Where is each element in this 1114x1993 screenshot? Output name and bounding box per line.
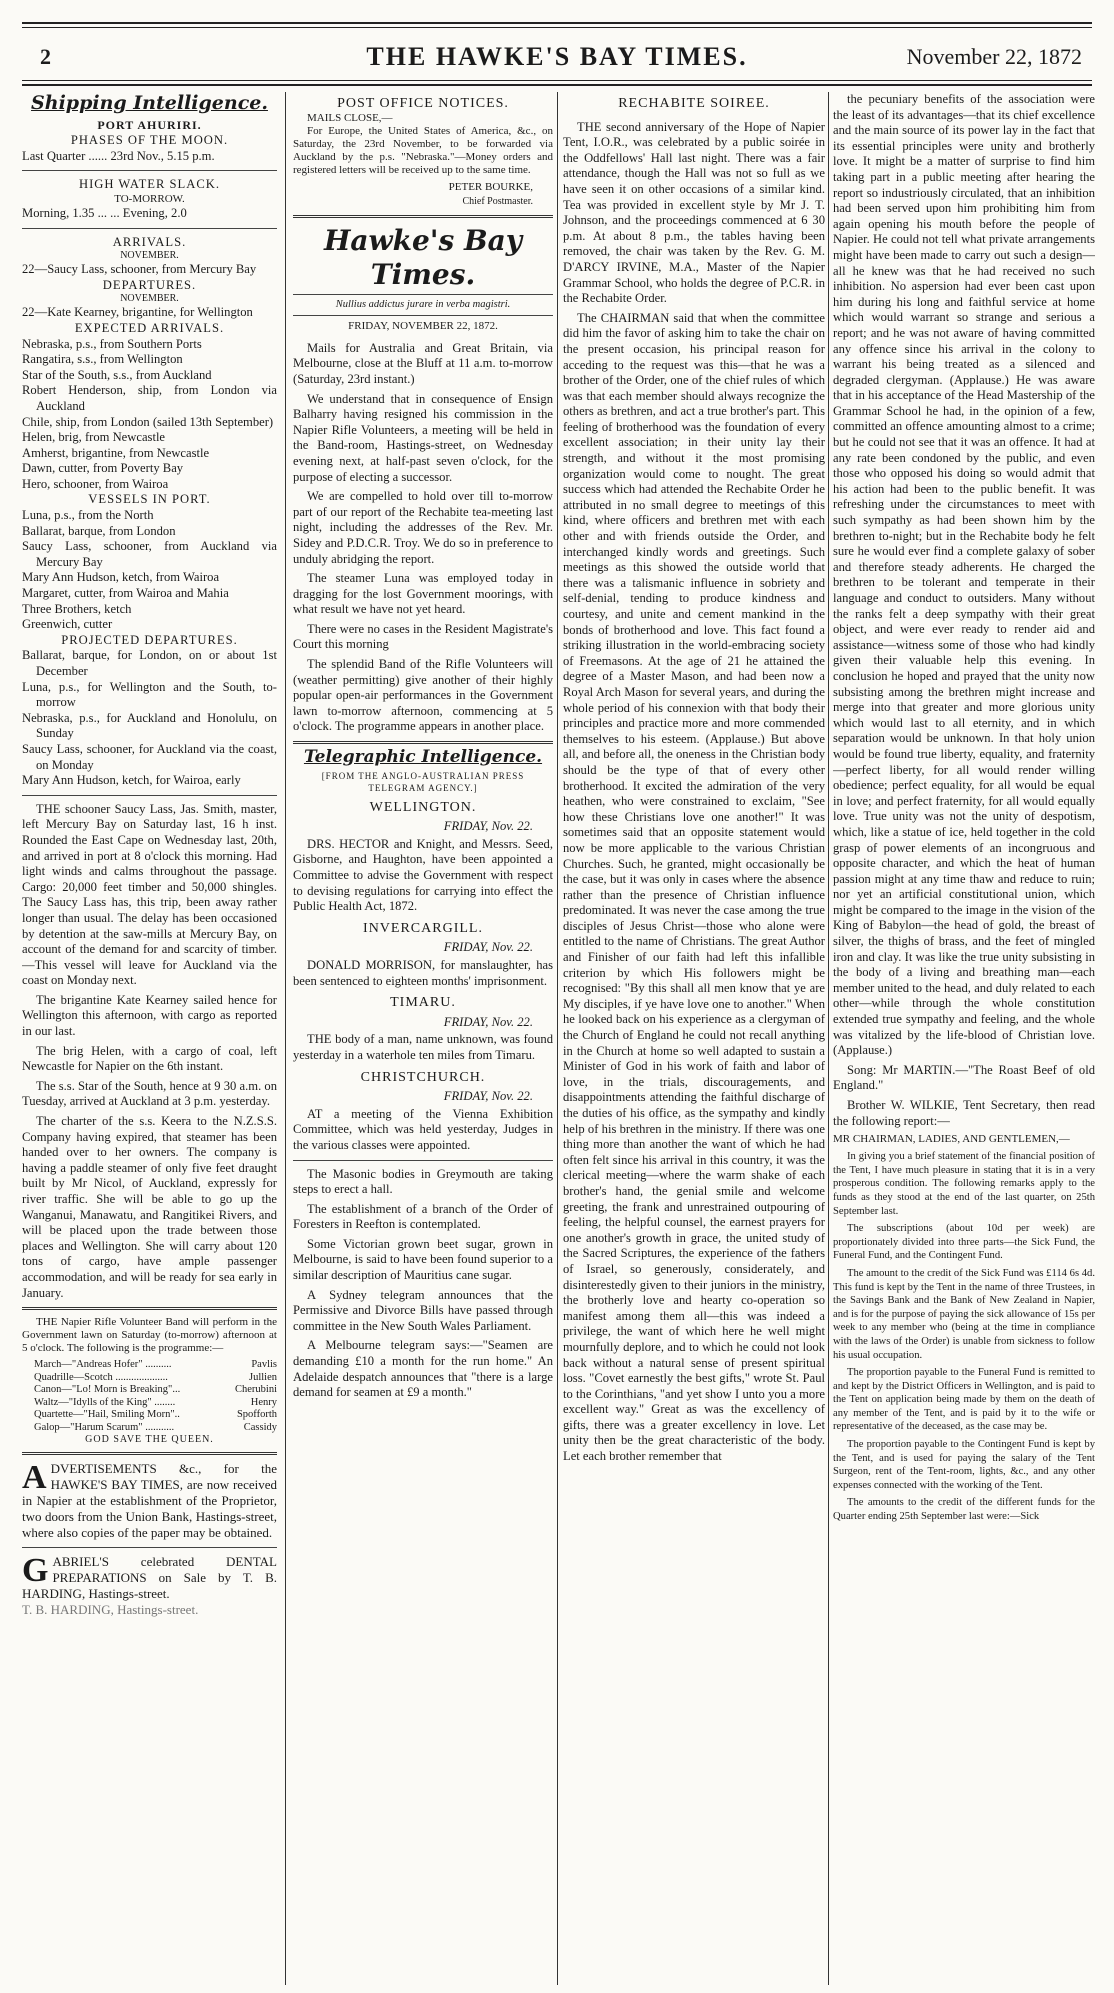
divider bbox=[293, 315, 553, 316]
in-port-item: Ballarat, barque, from London bbox=[22, 523, 176, 538]
arrivals-list bbox=[22, 262, 277, 278]
shipping-news bbox=[22, 802, 277, 1301]
programme-piece: Canon—"Lo! Morn is Breaking"... bbox=[34, 1384, 181, 1396]
column-divider bbox=[557, 92, 558, 1985]
secretary-report-paragraph: The amounts to the credit of the different funds for the Quarter ending 25th September last were:—Sick bbox=[833, 1497, 1095, 1523]
programme-piece: Quadrille—Scotch .................... bbox=[34, 1371, 168, 1383]
expected-arrivals-list bbox=[22, 337, 277, 493]
band-programme bbox=[22, 1359, 277, 1434]
programme-piece: Quartette—"Hail, Smiling Morn".. bbox=[34, 1409, 180, 1421]
tomorrow-label: TO-MORROW. bbox=[114, 192, 185, 205]
programme-row bbox=[22, 1372, 277, 1385]
programme-row bbox=[22, 1422, 277, 1435]
timaru-title: TIMARU. bbox=[390, 995, 456, 1011]
programme-composer: Henry bbox=[250, 1396, 277, 1408]
report-paragraph: The CHAIRMAN said that when the committee did him the favor of asking him to take the chair on the present occasion, his principal reason for acceding to the request was this—that he was a brother of the Order, one of the chief rules of which was that each member should always recognize the others as brethren, and act a true brother's part. This feeling of brotherhood was the foundation of every excellent association; in their unity lay their strength, and without it the most promising organization would come to nought. The great success which had attended the Rechabite Order he attributed in no small degree to meetings of this kind, where officers and brethren met with each other and with friends outside the Order, and interchanged kindly words and greetings. Such meetings as this showed the outside world that there was a talismanic influence in sobriety and self-denial, tending to produce kindness and courtesy, and unite and cement mankind in the bonds of brotherhood and love. This fact found a striking illustration in the world-embracing society of Freemasons. At the age of 21 he attained the degree of a Master Mason, and had been now a Royal Arch Mason for several years, and during the whole period of his connexion with that body their principles and practice more and more commended themselves to his esteem. (Applause.) But above all, and before all, the oneness in the Christian body should be the type of that of every other brotherhood. It excited the admiration of the very heathen, who were constrained to exclaim, "See how these Christians love one another!" It was sometimes said that an opposite statement would now be more applicable to the various Christian Churches. Such, he granted, might occasionally be the case, but it was only in cases where the absence rather than the presence of Christian influence predominated. It was never the case among the true disciples of Jesus Christ—those who alone were entitled to the name of Christians. The great Author and Finisher of our faith had left this infallible criterion by which His followers might be recognised: "By this shall all men know that ye are My disciples, if ye have love one to another." When he looked back on his experience as a clergyman of the Church of England he could not recall anything in the Church at home so well adapted to sustain a Minister of God in his work of faith and labor of love, in the trials, discouragements, and disappointments attending the faithful discharge of the duties of his office, as the sympathy and kindly help of his brethren in the ministry. If there was one thing more than another the want of which he had often felt since his arrival in this country, it was the clerical meeting—where the warm shake of each brother's hand, the genial smile and welcome greeting, the frank and unrestrained outpouring of feeling, the helpful counsel, the earnest prayers for one another's growth in grace, the united study of the Sacred Scriptures, the experience of the fathers of Israel, so generously, considerately, and disinterestedly given to their juniors in the ministry, the brotherly love and hearty co-operation so manifest among them all—this was indeed a privilege, the want of which here he well might mournfully deplore, and to which he could not look back without a natural sense of present spiritual loss. "Covet earnestly the best gifts," wrote St. Paul to the Corinthians, "and yet show I unto you a more excellent way." Great as was the excellency of gifts, there was a greater excellency in love. Let unity then be the great characteristic of the body. Let each brother remember that bbox=[563, 310, 825, 1464]
vessels-in-port-title: VESSELS IN PORT. bbox=[88, 492, 211, 507]
divider bbox=[293, 741, 553, 744]
paper-nameplate: Hawke's Bay Times. bbox=[323, 224, 523, 292]
wellington-date: FRIDAY, Nov. 22. bbox=[443, 819, 533, 834]
expected-item: Rangatira, s.s., from Wellington bbox=[22, 352, 183, 367]
expected-item: Helen, brig, from Newcastle bbox=[22, 430, 166, 445]
news-paragraph: We understand that in consequence of Ensign Balharry having resigned his commission in the Napier Rifle Volunteers, a meeting will be held in the Band-room, Hastings-street, on Wednesday evening next, at half-past seven o'clock, for the purpose of electing a successor. bbox=[293, 391, 553, 484]
expected-arrivals-title: EXPECTED ARRIVALS. bbox=[74, 320, 225, 335]
news-paragraph: THE schooner Saucy Lass, Jas. Smith, master, left Mercury Bay on Saturday last, 16 h inst. Rounded the East Cape on Wednesday last, 20th, and arrived in port at 8 o'clock this morning. Had light winds and calms throughout the passage. Cargo: 20,000 feet timber and 50,000 shingles. The Saucy Lass has, this trip, been away rather longer than usual. The delay has been occasioned by detention at the saw-mills at Mercury Bay, on account of the demand for and scarcity of timber.—This vessel will leave for Auckland via the coast on Monday next. bbox=[22, 801, 277, 988]
news-paragraph: Some Victorian grown beet sugar, grown in Melbourne, is said to have been found superior to a similar description of Mauritius cane sugar. bbox=[293, 1236, 553, 1283]
post-office-signature: PETER BOURKE, bbox=[448, 180, 533, 193]
news-paragraph: Mails for Australia and Great Britain, via Melbourne, close at the Bluff at 11 a.m. to-morrow (Saturday, 23rd instant.) bbox=[293, 340, 553, 386]
news-paragraph: The s.s. Star of the South, hence at 9 30 a.m. on Tuesday, arrived at Auckland at 3 p.m. yesterday. bbox=[22, 1078, 277, 1109]
arrivals-month: NOVEMBER. bbox=[120, 250, 179, 262]
in-port-item: Mary Ann Hudson, ketch, from Wairoa bbox=[22, 570, 220, 585]
report-salutation: MR CHAIRMAN, LADIES, AND GENTLEMEN,— bbox=[833, 1133, 1070, 1146]
programme-composer: Jullien bbox=[249, 1371, 277, 1383]
shipping-heading: Shipping Intelligence. bbox=[31, 92, 268, 114]
programme-row bbox=[22, 1384, 277, 1397]
rechabite-report bbox=[563, 120, 825, 1465]
expected-item: Dawn, cutter, from Poverty Bay bbox=[22, 461, 184, 476]
news-paragraph: The brig Helen, with a cargo of coal, left Newcastle for Napier on the 6th instant. bbox=[22, 1043, 277, 1074]
expected-item: Robert Henderson, ship, from London via Auckland bbox=[22, 383, 277, 413]
programme-row bbox=[22, 1409, 277, 1422]
projected-item: Nebraska, p.s., for Auckland and Honolulu, on Sunday bbox=[22, 710, 277, 741]
programme-composer: Spofforth bbox=[236, 1409, 277, 1421]
christchurch-title: CHRISTCHURCH. bbox=[360, 1069, 486, 1085]
programme-composer: Pavlis bbox=[251, 1359, 277, 1371]
programme-row bbox=[22, 1359, 277, 1372]
port-title: PORT AHURIRI. bbox=[97, 117, 202, 132]
expected-item: Amherst, brigantine, from Newcastle bbox=[22, 445, 210, 460]
programme-row bbox=[22, 1397, 277, 1410]
advert-text: ABRIEL'S celebrated DENTAL PREPARATIONS on Sale by T. B. HARDING, Hastings-street. bbox=[22, 1554, 277, 1602]
divider bbox=[293, 1160, 553, 1161]
news-paragraph: There were no cases in the Resident Magistrate's Court this morning bbox=[293, 621, 553, 652]
mails-close: MAILS CLOSE,— bbox=[307, 111, 393, 124]
news-paragraph: The Masonic bodies in Greymouth are taking steps to erect a hall. bbox=[293, 1166, 553, 1197]
page-title: THE HAWKE'S BAY TIMES. bbox=[366, 42, 748, 71]
masthead bbox=[22, 42, 1092, 70]
secretary-report-paragraph: The proportion payable to the Contingent Fund is kept by the Tent, and is used for paying the salary of the Tent Surgeon, rent of the Tent-room, lights, &c., and any other expenses connected with the working of the Tent. bbox=[833, 1439, 1095, 1491]
column-rechabite-continued bbox=[833, 92, 1095, 1987]
timaru-date: FRIDAY, Nov. 22. bbox=[443, 1014, 533, 1029]
secretary-report-paragraph: The proportion payable to the Funeral Fund is remitted to and kept by the District Officers in Wellington, and is paid to the Tent on application being made by them on the death of any member of the Tent, and is paid by it to the wife or representative of the deceased, as the case may be. bbox=[833, 1367, 1095, 1433]
report-paragraph: THE second anniversary of the Hope of Napier Tent, I.O.R., was celebrated by a public soirée in the Oddfellows' Hall last night. There was a fair attendance, though the Hall was not so full as we have seen it on other occasions of a similar kind. Tea was provided in excellent style by Mr J. T. Johnson, and the proceedings commenced at 6 30 p.m. At about 8 p.m., the tables having been removed, the chair was taken by the Rev. G. M. D'ARCY IRVINE, M.A., Master of the Napier Grammar School, who holds the degree of P.C.R. in the Rechabite Order. bbox=[563, 119, 825, 306]
post-office-text: For Europe, the United States of America, &c., on Saturday, the 23rd November, to be forwarded via Auckland by the p.s. "Nebraska."—Money orders and registered letters will be received up to the same time. bbox=[293, 124, 553, 176]
departures-list bbox=[22, 305, 277, 321]
news-paragraph: The charter of the s.s. Keera to the N.Z.S.S. Company having expired, that steamer has been handed over to her owners. The company is having a paddle steamer of only five feet draught built by Mr Nicol, of Auckland, expressly for river traffic. She will be able to go up the Wanganui, Manawatu, and Rangitikei Rivers, and will be placed upon the trade between those places and Wellington. She will carry about 120 tons of cargo, have ample passenger accommodation, and will be ready for sea early in January. bbox=[22, 1114, 277, 1300]
news-paragraph: A Melbourne telegram says:—"Seamen are demanding £10 a month for the run home." An Adelaide despatch announces that "there is a large demand for seamen at £9 a month." bbox=[293, 1338, 553, 1400]
column-rechabite bbox=[563, 92, 825, 1987]
christchurch-text: AT a meeting of the Vienna Exhibition Committee, which was held yesterday, Judges in the various classes were appointed. bbox=[293, 1106, 553, 1152]
divider bbox=[22, 170, 277, 171]
header-rule-thick bbox=[22, 84, 1092, 86]
in-port-item: Saucy Lass, schooner, from Auckland via Mercury Bay bbox=[22, 539, 277, 569]
divider bbox=[293, 294, 553, 295]
telegraphic-source: [FROM THE ANGLO-AUSTRALIAN PRESS TELEGRAM AGENCY.] bbox=[321, 770, 525, 793]
news-paragraph: The establishment of a branch of the Order of Foresters in Reefton is contemplated. bbox=[293, 1201, 553, 1232]
issue-date: November 22, 1872 bbox=[906, 44, 1082, 69]
report-paragraph: Song: Mr MARTIN.—"The Roast Beef of old England." bbox=[833, 1062, 1095, 1093]
expected-item: Chile, ship, from London (sailed 13th September) bbox=[22, 414, 274, 429]
column-editorial bbox=[293, 92, 553, 1987]
in-port-item: Luna, p.s., from the North bbox=[22, 508, 154, 523]
god-save-the-queen: GOD SAVE THE QUEEN. bbox=[85, 1434, 214, 1446]
programme-piece: March—"Andreas Hofer" .......... bbox=[34, 1359, 172, 1371]
christchurch-date: FRIDAY, Nov. 22. bbox=[443, 1089, 533, 1104]
news-paragraph: The brigantine Kate Kearney sailed hence for Wellington this afternoon, with cargo as reported in our last. bbox=[22, 992, 277, 1039]
column-divider bbox=[828, 92, 829, 1985]
news-paragraph: We are compelled to hold over till to-morrow part of our report of the Rechabite tea-meeting last night, including the addresses of the Rev. Mr. Sidey and P.D.C.R. Troy. We do so in preference to unduly abridging the report. bbox=[293, 489, 553, 566]
programme-piece: Waltz—"Idylls of the King" ........ bbox=[34, 1396, 176, 1408]
header-rule bbox=[22, 80, 1092, 81]
news-paragraph: The splendid Band of the Rifle Volunteers will (weather permitting) give another of their highly popular open-air performances in the Government lawn to-morrow afternoon, commencing at 5 o'clock. The programme appears in another place. bbox=[293, 657, 553, 734]
projected-item: Luna, p.s., for Wellington and the South, to-morrow bbox=[22, 679, 277, 710]
wellington-text: DRS. HECTOR and Knight, and Messrs. Seed, Gisborne, and Haughton, have been appointed a Committee to advise the Government with respect to devising regulations for carrying into effect the Public Health Act, 1872. bbox=[293, 836, 553, 914]
projected-item: Mary Ann Hudson, ketch, for Wairoa, early bbox=[22, 773, 241, 788]
last-quarter: Last Quarter ...... 23rd Nov., 5.15 p.m. bbox=[22, 148, 215, 163]
moon-phases-title: PHASES OF THE MOON. bbox=[70, 133, 229, 148]
post-office-role: Chief Postmaster. bbox=[462, 195, 533, 207]
advertisement-dental bbox=[22, 1554, 277, 1602]
timaru-text: THE body of a man, name unknown, was found yesterday in a waterhole ten miles from Timaru. bbox=[293, 1032, 553, 1062]
in-port-item: Three Brothers, ketch bbox=[22, 601, 132, 616]
local-news bbox=[293, 341, 553, 735]
in-port-item: Greenwich, cutter bbox=[22, 617, 113, 632]
projected-departures-list bbox=[22, 648, 277, 788]
divider bbox=[22, 1307, 277, 1310]
top-rule bbox=[22, 22, 1092, 24]
top-rule-thin bbox=[22, 27, 1092, 28]
secretary-report-paragraph: The amount to the credit of the Sick Fund was £114 6s 4d. This fund is kept by the Tent in the name of three Trustees, in the Savings Bank and the Bank of New Zealand in Napier, and is for the purpose of paying the sick allowance of 15s per week to any member who (being at the time in compliance with the laws of the Order) is unable from sickness to follow his usual occupation. bbox=[833, 1267, 1095, 1361]
projected-departures-title: PROJECTED DEPARTURES. bbox=[61, 632, 238, 647]
programme-piece: Galop—"Harum Scarum" ........... bbox=[34, 1421, 175, 1433]
secretary-report-paragraph: In giving you a brief statement of the financial position of the Tent, I have much pleasure in stating that it is in a very prosperous condition. The following remarks apply to the funds as they stood at the end of the last quarter, on 25th September last. bbox=[833, 1151, 1095, 1217]
projected-item: Saucy Lass, schooner, for Auckland via the coast, on Monday bbox=[22, 741, 277, 772]
drop-cap: G bbox=[22, 1552, 49, 1590]
divider bbox=[22, 1547, 277, 1548]
departure-item: 22—Kate Kearney, brigantine, for Wellington bbox=[22, 305, 253, 320]
high-water-title: HIGH WATER SLACK. bbox=[79, 177, 220, 192]
column-shipping bbox=[22, 92, 277, 1987]
invercargill-title: INVERCARGILL. bbox=[363, 920, 483, 936]
departures-month: NOVEMBER. bbox=[120, 293, 179, 305]
expected-item: Hero, schooner, from Wairoa bbox=[22, 476, 169, 491]
news-paragraph: The steamer Luna was employed today in dragging for the lost Government moorings, with what result we have not yet heard. bbox=[293, 571, 553, 617]
secretary-report-paragraph: The subscriptions (about 10d per week) are proportionately divided into three parts—the Sick Fund, the Funeral Fund, and the Contingent Fund. bbox=[833, 1223, 1095, 1262]
in-port-item: Margaret, cutter, from Wairoa and Mahia bbox=[22, 586, 229, 601]
expected-item: Star of the South, s.s., from Auckland bbox=[22, 367, 212, 382]
drop-cap: A bbox=[22, 1459, 47, 1497]
wellington-title: WELLINGTON. bbox=[369, 799, 477, 815]
vessels-in-port-list bbox=[22, 508, 277, 633]
divider bbox=[22, 1452, 277, 1455]
report-paragraph: the pecuniary benefits of the association were the least of its advantages—that its chief excellence and the main source of its power lay in the fact that its essential principles were unity and brotherly love. It might be a matter of surprise to find him taking part in a public meeting after hearing the report so industriously circulated, that an inhibition had been served upon him prohibiting him from again opening his mouth before the people of Napier. He could not tell what private arrangements might have been made to carry out such a design—all he knew was that he had received no such inhibition. No aspersion had ever been cast upon him during his long and faithful service at home which would warrant so strange and serious a report; and he was not aware of having committed any offence since his arrival in the colony to warrant his being treated as a silenced and degraded clergyman. (Applause.) He was aware that in his acceptance of the Head Mastership of the Grammar School he had, in the opinion of a few, committed an offence amounting almost to a crime; but he could not see that it was an offence. It had at any rate been condoned by the public, and even those who opposed his doing so would admit that his action had been to the public benefit. It was refreshing under the circumstances to meet with such sympathy as had been shown him by the brethren to-night; but in the Rechabite body he felt sure he would ever find a complete galaxy of sober and therefore steady adherents. He charged the brethren to be tolerant and temperate in their language and conduct to outsiders. Many without the ranks felt a deep sympathy with their great object, and were ever ready to render aid and assistance—witness some of those who had kindly given their valuable help this evening. In conclusion he hoped and prayed that the unity now subsisting among the brethren might increase and merge into that greater and more glorious unity which would last to all eternity, and in which separation would be unknown. In that holy union would be found true liberty, equality, and fraternity—perfect liberty, for all would render willing obedience; perfect equality, for all would be equal in love; and perfect fraternity, for all would equally love. True unity was not the unity of despotism, which, like a statue of ice, held together in the cold grasp of power elements of an incongruous and opposite character, and which the heat of human passion might at any time thaw and reduce to ruin; nor yet an artificial constitutional union, which might be compared to the image in the vision of the King of Babylon—the head of gold, the breast of silver, the thighs of brass, and the feet of mingled iron and clay. It was like the true unity subsisting in the body of a living and breathing man—each member united to the head, and duly related to each other—while through the whole constitution extended true sympathy and feeling, and the whole was vitalized by the life-blood of Christian love. (Applause.) bbox=[833, 92, 1095, 1058]
departures-title: DEPARTURES. bbox=[102, 277, 197, 292]
expected-item: Nebraska, p.s., from Southern Ports bbox=[22, 336, 202, 351]
advertisement bbox=[22, 1461, 277, 1541]
column-divider bbox=[285, 92, 286, 1985]
divider bbox=[22, 795, 277, 796]
arrival-item: 22—Saucy Lass, schooner, from Mercury Bay bbox=[22, 262, 257, 277]
page-number: 2 bbox=[40, 44, 51, 69]
post-office-title: POST OFFICE NOTICES. bbox=[337, 96, 509, 111]
rechabite-report-continued bbox=[833, 92, 1095, 1129]
invercargill-text: DONALD MORRISON, for manslaughter, has been sentenced to eighteen months' imprisonment. bbox=[293, 957, 553, 988]
divider bbox=[22, 228, 277, 229]
motto: Nullius addictus jurare in verba magistri. bbox=[335, 299, 511, 311]
programme-composer: Cherubini bbox=[235, 1384, 277, 1396]
telegraphic-heading: Telegraphic Intelligence. bbox=[303, 747, 543, 768]
band-notice: THE Napier Rifle Volunteer Band will perform in the Government lawn on Saturday (to-morrow) afternoon at 5 o'clock. The following is the programme:— bbox=[22, 1316, 277, 1355]
report-paragraph: Brother W. WILKIE, Tent Secretary, then read the following report:— bbox=[833, 1098, 1095, 1128]
invercargill-date: FRIDAY, Nov. 22. bbox=[443, 940, 533, 955]
programme-composer: Cassidy bbox=[243, 1421, 277, 1433]
editorial-date: FRIDAY, NOVEMBER 22, 1872. bbox=[348, 319, 498, 332]
telegraphic-news bbox=[293, 1167, 553, 1401]
rechabite-title: RECHABITE SOIREE. bbox=[618, 96, 770, 111]
projected-item: Ballarat, barque, for London, on or about 1st December bbox=[22, 648, 277, 678]
advert-echo: T. B. HARDING, Hastings-street. bbox=[22, 1602, 199, 1618]
secretary-report bbox=[833, 1150, 1095, 1523]
advert-text: DVERTISEMENTS &c., for the HAWKE'S BAY TIMES, are now received in Napier at the establishment of the Proprietor, two doors from the Union Bank, Hastings-street, where also copies of the paper may be obtained. bbox=[22, 1461, 277, 1541]
tide-times: Morning, 1.35 ... ... Evening, 2.0 bbox=[22, 205, 187, 220]
news-paragraph: A Sydney telegram announces that the Permissive and Divorce Bills have passed through committee in the New South Wales Parliament. bbox=[293, 1287, 553, 1333]
divider bbox=[293, 215, 553, 218]
arrivals-title: ARRIVALS. bbox=[112, 234, 187, 249]
